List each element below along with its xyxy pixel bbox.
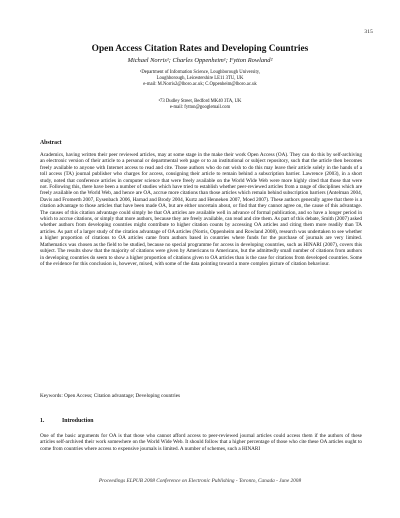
section-number: 1. xyxy=(40,418,45,424)
affiliation-first xyxy=(0,70,400,88)
keywords-line xyxy=(40,393,362,399)
affiliation-line: Loughborough, Leicestershire LE11 3TU, UK xyxy=(156,75,244,81)
affiliation-second xyxy=(0,99,400,111)
author-list: Michael Norris¹; Charles Oppenheim¹; Fytton Rowland² xyxy=(127,57,273,64)
affiliation-line: ¹Department of Information Science, Loughborough University, xyxy=(140,70,260,75)
affiliation-line: e-mail: fytton@googlemail.com xyxy=(169,104,231,110)
abstract-heading: Abstract xyxy=(40,140,62,146)
affiliation-line: e-mail: M.Norris2@lboro.ac.uk; C.Oppenheim@lboro.ac.uk xyxy=(143,81,257,87)
introduction-text: One of the basic arguments for OA is that those who cannot afford access to peer-reviewed journal articles could access them if the authors of these articles self-archived their work somewhere on the World Wide Web. It should follow that a higher percentage of those who cite these OA articles ought to come from countries where access to expensive journals is limited. A number of schemes, such a HINARI xyxy=(40,433,362,452)
section-heading xyxy=(40,418,93,424)
section-title: Introduction xyxy=(62,418,94,424)
affiliation-line: ²73 Dudley Street, Bedford MK40 3TA, UK xyxy=(158,99,242,104)
paper-title: Open Access Citation Rates and Developing Countries xyxy=(91,44,309,54)
page-footer: Proceedings ELPUB 2008 Conference on Electronic Publishing - Toronto, Canada - June 2008 xyxy=(98,478,302,484)
page-number: 315 xyxy=(364,29,373,35)
abstract-text: Academics, having written their peer reviewed articles, may at some stage in the make their work Open Access (OA). They can do this by self-archiving an electronic version of their article to a personal or departmental web page or to an institutional or subject repository, such that the article then becomes freely available to anyone with Internet access to read and cite. Those authors who do not wish to do this may leave their article solely in the hands of a toll access (TA) journal publisher who charges for access, consigning their article to remain behind a subscription barrier. Lawrence (2003), in a short study, noted that conference articles in computer science that were freely available on the World Wide Web were more highly cited that those that were not. Following this, there have been a number of studies which have tried to establish whether peer-reviewed articles from a range of disciplines which are freely available on the World Web, and hence are OA, accrue more citations than those articles which remain behind subscription barriers (Antelman 2004, Davis and Fromerth 2007, Eysenbach 2006, Harnad and Brody 2004, Kurtz and Henneken 2007, Moed 2007). These authors generally agree that there is a citation advantage to those articles that have been made OA, but are either uncertain about, or find that they cannot agree on, the cause of this advantage. The causes of this citation advantage could simply be that OA articles are available well in advance of formal publication, and so have a longer period in which to accrue citations, or simply that more authors, because they are freely available, can read and cite them. As part of this debate, Smith (2007) asked whether authors from developing countries might contribute to higher citation counts by accessing OA articles and citing them more readily than TA articles. As part of a larger study of the citation advantage of OA articles (Norris, Oppenheim and Rowland 2008), research was undertaken to see whether a higher proportion of citations to OA articles came from authors based in countries where funds for the purchase of journals are very limited. Mathematics was chosen as the field to be studied, because no special programme for access in developing countries, such as HINARI (2007), covers this subject. The results show that the majority of citations were given by Americans to Americans, but the admittedly small number of citations from authors in developing countries do seem to show a higher proportion of citations given to OA articles than is the case for citations from developed countries. Some of the evidence for this conclusion is, however, mixed, with some of the data pointing toward a more complex picture of citation behaviour. xyxy=(40,152,362,267)
keywords-text: Open Access; Citation advantage; Developing countries xyxy=(62,393,181,399)
keywords-label: Keywords: xyxy=(40,393,63,399)
